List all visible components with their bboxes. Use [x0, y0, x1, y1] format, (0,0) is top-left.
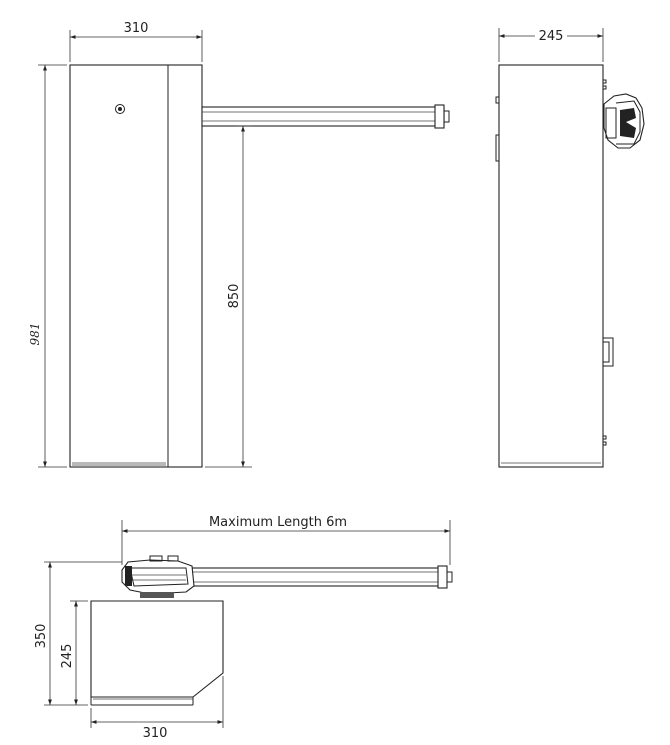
dim-arm-height-label: 850 [227, 283, 242, 309]
top-view [34, 515, 452, 741]
front-view [28, 21, 449, 467]
side-view [496, 28, 644, 467]
dim-top-width-label: 310 [142, 726, 168, 741]
dim-top-body-depth [60, 601, 88, 705]
dim-side-width [499, 28, 603, 62]
dim-total-height-label: 981 [28, 322, 42, 346]
dim-total-height [28, 65, 67, 467]
dim-max-length [122, 515, 450, 565]
dim-arm-height [205, 126, 252, 467]
boom-arm-front [202, 105, 449, 128]
dim-max-length-label: Maximum Length 6m [208, 515, 348, 530]
arm-hub-top [122, 556, 194, 598]
boom-arm-top [185, 566, 452, 588]
dim-side-width-label: 245 [538, 29, 564, 44]
dim-top-depth-label: 350 [34, 623, 49, 649]
dim-top-body-depth-label: 245 [60, 643, 75, 669]
dim-front-width-label: 310 [123, 21, 149, 36]
cabinet-top [91, 601, 223, 705]
dim-front-width [70, 21, 202, 62]
arm-hub-side [604, 94, 644, 148]
